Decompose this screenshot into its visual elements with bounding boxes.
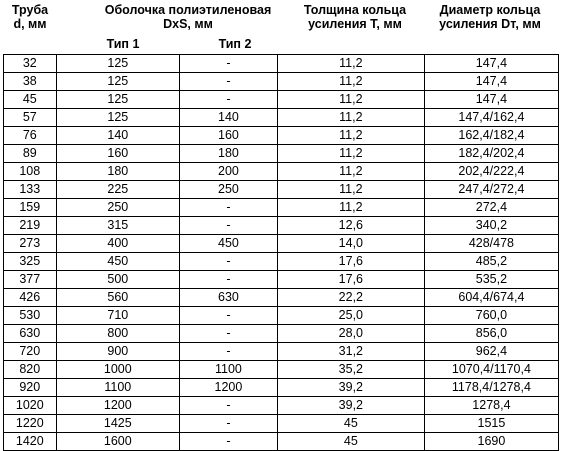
table-cell: 1178,4/1278,4 (424, 379, 558, 397)
table-cell: 247,4/272,4 (424, 181, 558, 199)
table-cell: - (180, 307, 278, 325)
table-row (4, 181, 559, 199)
table-cell: 400 (56, 235, 179, 253)
table-cell: 160 (56, 145, 179, 163)
table-cell: 25,0 (277, 307, 424, 325)
table-cell: 500 (56, 271, 179, 289)
table-row (4, 199, 559, 217)
table-row (4, 127, 559, 145)
table-cell: 140 (180, 109, 278, 127)
table-cell: 11,2 (277, 199, 424, 217)
table-row (4, 55, 559, 73)
table-cell: 962,4 (424, 343, 558, 361)
table-row (4, 163, 559, 181)
table-cell: 1515 (424, 415, 558, 433)
table-cell: 250 (56, 199, 179, 217)
table-cell: - (180, 397, 278, 415)
table-row (4, 361, 559, 379)
table-cell: - (180, 217, 278, 235)
table-cell: 225 (56, 181, 179, 199)
table-cell: 377 (4, 271, 57, 289)
table-cell: 710 (56, 307, 179, 325)
table-cell: 39,2 (277, 379, 424, 397)
table-cell: 125 (56, 109, 179, 127)
table-cell: - (180, 433, 278, 451)
table-cell: 450 (56, 253, 179, 271)
table-cell: - (180, 73, 278, 91)
table-cell: 1020 (4, 397, 57, 415)
table-cell: 315 (56, 217, 179, 235)
table-cell: 219 (4, 217, 57, 235)
table-cell: 32 (4, 55, 57, 73)
table-cell: 11,2 (277, 145, 424, 163)
table-cell: 11,2 (277, 127, 424, 145)
table-cell: 1100 (56, 379, 179, 397)
table-row (4, 145, 559, 163)
table-cell: 426 (4, 289, 57, 307)
table-row (4, 289, 559, 307)
table-cell: 160 (180, 127, 278, 145)
table-cell: 180 (180, 145, 278, 163)
table-cell: 1200 (180, 379, 278, 397)
table-cell: 340,2 (424, 217, 558, 235)
table-row (4, 73, 559, 91)
table-cell: 22,2 (277, 289, 424, 307)
table-cell: 147,4 (424, 73, 558, 91)
table-cell: 147,4/162,4 (424, 109, 558, 127)
table-cell: 45 (4, 91, 57, 109)
table-cell: 147,4 (424, 55, 558, 73)
table-row (4, 253, 559, 271)
table-cell: 11,2 (277, 181, 424, 199)
header-polyethylene-shell: Оболочка полиэтиленовая DxS, мм (104, 3, 272, 31)
table-cell: - (180, 199, 278, 217)
table-cell: 76 (4, 127, 57, 145)
table-cell: 39,2 (277, 397, 424, 415)
table-cell: - (180, 415, 278, 433)
table-cell: 1425 (56, 415, 179, 433)
table-cell: 1278,4 (424, 397, 558, 415)
table-cell: 1690 (424, 433, 558, 451)
table-cell: 57 (4, 109, 57, 127)
table-cell: 11,2 (277, 91, 424, 109)
table-row (4, 397, 559, 415)
table-cell: 35,2 (277, 361, 424, 379)
table-cell: 11,2 (277, 163, 424, 181)
table-cell: 428/478 (424, 235, 558, 253)
table-cell: 273 (4, 235, 57, 253)
table-cell: 920 (4, 379, 57, 397)
table-cell: 162,4/182,4 (424, 127, 558, 145)
table-row (4, 91, 559, 109)
table-cell: - (180, 55, 278, 73)
header-ring-thickness: Толщина кольца усиления T, мм (303, 3, 407, 31)
table-cell: 485,2 (424, 253, 558, 271)
table-cell: 1200 (56, 397, 179, 415)
table-cell: 11,2 (277, 73, 424, 91)
table-row (4, 433, 559, 451)
table-cell: 1220 (4, 415, 57, 433)
table-cell: 856,0 (424, 325, 558, 343)
table-cell: 535,2 (424, 271, 558, 289)
table-cell: 159 (4, 199, 57, 217)
table-row (4, 415, 559, 433)
table-cell: 630 (4, 325, 57, 343)
table-row (4, 271, 559, 289)
table-cell: 31,2 (277, 343, 424, 361)
header-type-2: Тип 2 (218, 37, 252, 51)
table-cell: 530 (4, 307, 57, 325)
table-row (4, 235, 559, 253)
table-row (4, 217, 559, 235)
header-pipe-diameter: Труба d, мм (11, 3, 49, 31)
header-type-1: Тип 1 (106, 37, 140, 51)
table-cell: 89 (4, 145, 57, 163)
table-cell: - (180, 253, 278, 271)
table-cell: 1070,4/1170,4 (424, 361, 558, 379)
table-cell: 45 (277, 415, 424, 433)
table-cell: - (180, 343, 278, 361)
table-cell: 325 (4, 253, 57, 271)
table-cell: - (180, 325, 278, 343)
table-cell: 125 (56, 55, 179, 73)
table-cell: 820 (4, 361, 57, 379)
table-cell: 450 (180, 235, 278, 253)
table-cell: 17,6 (277, 253, 424, 271)
table-row (4, 343, 559, 361)
table-cell: 45 (277, 433, 424, 451)
table-cell: 1420 (4, 433, 57, 451)
table-cell: 38 (4, 73, 57, 91)
table-cell: 202,4/222,4 (424, 163, 558, 181)
table-cell: 630 (180, 289, 278, 307)
table-row (4, 109, 559, 127)
specification-table (3, 54, 559, 451)
table-cell: 12,6 (277, 217, 424, 235)
table-cell: 760,0 (424, 307, 558, 325)
table-cell: 125 (56, 73, 179, 91)
table-cell: 108 (4, 163, 57, 181)
table-cell: 900 (56, 343, 179, 361)
table-cell: 250 (180, 181, 278, 199)
table-cell: 140 (56, 127, 179, 145)
table-cell: 125 (56, 91, 179, 109)
table-cell: 147,4 (424, 91, 558, 109)
table-cell: 604,4/674,4 (424, 289, 558, 307)
table-cell: 180 (56, 163, 179, 181)
table-cell: 17,6 (277, 271, 424, 289)
table-row (4, 325, 559, 343)
table-cell: 1000 (56, 361, 179, 379)
table-cell: 720 (4, 343, 57, 361)
table-cell: 800 (56, 325, 179, 343)
table-row (4, 307, 559, 325)
table-cell: 272,4 (424, 199, 558, 217)
table-cell: 182,4/202,4 (424, 145, 558, 163)
table-cell: 1600 (56, 433, 179, 451)
table-cell: 560 (56, 289, 179, 307)
table-cell: 133 (4, 181, 57, 199)
table-cell: 200 (180, 163, 278, 181)
table-cell: 28,0 (277, 325, 424, 343)
table-cell: 1100 (180, 361, 278, 379)
table-cell: 14,0 (277, 235, 424, 253)
header-ring-diameter: Диаметр кольца усиления Dт, мм (439, 3, 541, 31)
table-cell: - (180, 91, 278, 109)
table-cell: 11,2 (277, 109, 424, 127)
table-cell: 11,2 (277, 55, 424, 73)
table-cell: - (180, 271, 278, 289)
table-body (4, 55, 559, 451)
table-row (4, 379, 559, 397)
